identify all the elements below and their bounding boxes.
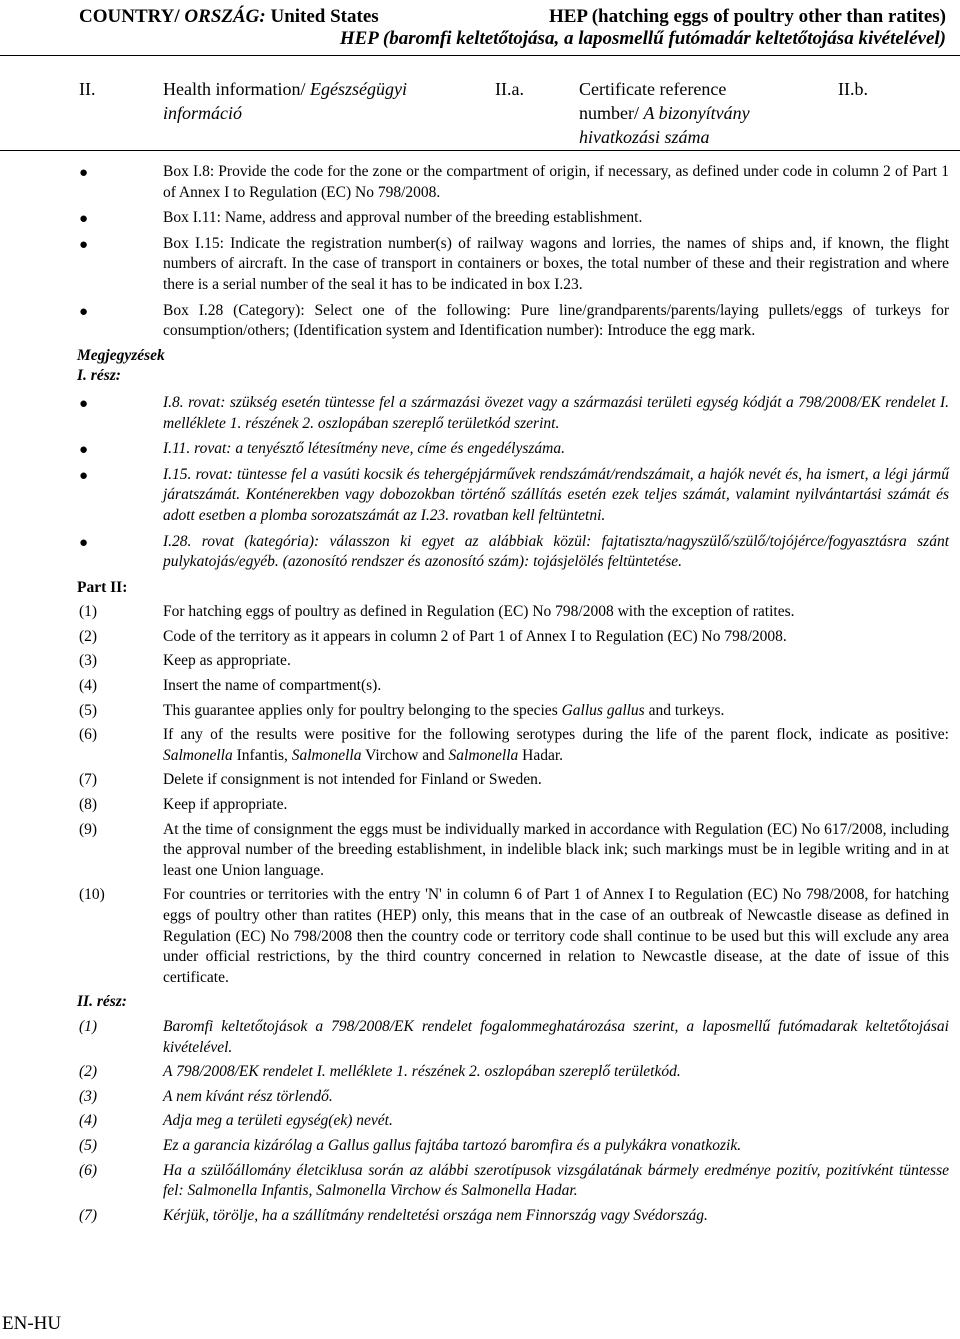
- list-item: ● I.28. rovat (kategória): válasszon ki egyet az alábbiak közül: fajtatiszta/nagyszülő/szülő/tojójérce/fogyasztásra szánt pulykatojás/egyéb. (azonosító rendszer és azonosító szám): tojásjelölés feltüntetése.: [79, 532, 949, 571]
- list-item: ● Box I.28 (Category): Select one of the following: Pure line/grandparents/parents/laying pullets/eggs of turkeys for consumption/others; (Identification system and Identification number): Introduce the egg mark.: [79, 301, 949, 340]
- list-item: ● I.8. rovat: szükség esetén tüntesse fel a származási övezet vagy a származási területi egység kódját a 798/2008/EK rendelet I. melléklete 1. részének 2. oszlopában szereplő területkód szerint.: [79, 393, 949, 432]
- list-item: (5) Ez a garancia kizárólag a Gallus gallus fajtába tartozó baromfira és a pulykákra vonatkozik.: [79, 1136, 742, 1154]
- list-item: ● I.11. rovat: a tenyésztő létesítmény neve, címe és engedélyszáma.: [79, 440, 565, 459]
- part2-heading: Part II:: [77, 578, 128, 596]
- list-item: (4) Adja meg a területi egység(ek) nevét.: [79, 1112, 393, 1130]
- list-item: ● Box I.15: Indicate the registration number(s) of railway wagons and lorries, the names of ships and, if known, the flight numbers of aircraft. In the case of transport in containers or boxes, the total number of these and their registration and where there is a serial number of the seal it has to be indicated in box I.23.: [79, 234, 949, 293]
- list-item: (1) For hatching eggs of poultry as defined in Regulation (EC) No 798/2008 with the exception of ratites.: [79, 603, 795, 621]
- section-divider: [0, 150, 960, 151]
- list-item: ● I.15. rovat: tüntesse fel a vasúti kocsik és tehergépjárművek rendszámát/rendszámait, a hajók nevét és, ha ismert, a légi jármű járatszámát. Konténerekben vagy dobozokban történő szállítás esetén ezek teljes számát, valamint nyilvántartási számát és adott esetben a plomba sorozatszámát az I.23. rovatban kell feltüntetni.: [79, 465, 949, 524]
- list-item: (2) Code of the territory as it appears in column 2 of Part 1 of Annex I to Regulation (EC) No 798/2008.: [79, 627, 787, 645]
- country-header: [79, 6, 379, 28]
- part2-hu-heading: II. rész:: [77, 993, 127, 1011]
- section-number: II.: [79, 79, 96, 99]
- country-value: United States: [265, 6, 379, 27]
- list-item: (4) Insert the name of compartment(s).: [79, 677, 382, 695]
- country-label: COUNTRY/: [79, 6, 185, 27]
- certificate-title-hu: HEP (baromfi keltetőtojása, a laposmellű futómadár keltetőtojása kivételével): [339, 28, 946, 49]
- subsection-a: II.a.: [495, 79, 524, 99]
- list-item: (1) Baromfi keltetőtojások a 798/2008/EK rendelet fogalommeghatározása szerint, a laposmellű futómadarak keltetőtojásai kivételével.: [79, 1017, 949, 1056]
- list-item: (7) Kérjük, törölje, ha a szállítmány rendeltetési országa nem Finnország vagy Svédország.: [79, 1206, 708, 1224]
- list-item: (10) For countries or territories with the entry 'N' in column 6 of Part 1 of Annex I to Regulation (EC) No 798/2008, for hatching eggs of poultry other than ratites (HEP) only, this means that in the case of an outbreak of Newcastle disease as defined in Regulation (EC) No 798/2008 then the country code or territory code shall continue to be used but this will exclude any area under official restrictions, by the third country concerned in relation to Newcastle disease, at the date of issue of this certificate.: [79, 886, 949, 986]
- megjegyzesek-heading: Megjegyzések: [77, 346, 165, 364]
- country-label-hu: ORSZÁG:: [184, 6, 266, 27]
- health-information-label: Health information/ Egészségügyi információ: [163, 79, 407, 123]
- part1-hu-heading: I. rész:: [77, 367, 121, 385]
- list-item: (5) This guarantee applies only for poultry belonging to the species Gallus gallus and turkeys.: [79, 701, 725, 719]
- list-item: (3) Keep as appropriate.: [79, 652, 291, 670]
- list-item: (8) Keep if appropriate.: [79, 796, 288, 814]
- list-item: ● Box I.11: Name, address and approval number of the breeding establishment.: [79, 209, 643, 228]
- page-footer-code: EN-HU: [2, 1313, 62, 1334]
- header-divider: [0, 55, 960, 56]
- list-item: (7) Delete if consignment is not intended for Finland or Sweden.: [79, 771, 542, 789]
- list-item: (9) At the time of consignment the eggs must be individually marked in accordance with Regulation (EC) No 617/2008, including the approval number of the breeding establishment, in indelible black ink; such markings must be in legible writing and in at least one Union language.: [79, 820, 949, 879]
- list-item: (2) A 798/2008/EK rendelet I. melléklete 1. részének 2. oszlopában szereplő területkód.: [79, 1063, 681, 1081]
- list-item: ● Box I.8: Provide the code for the zone or the compartment of origin, if necessary, as defined under code in column 2 of Part 1 of Annex I to Regulation (EC) No 798/2008.: [79, 163, 949, 201]
- list-item: (6) If any of the results were positive for the following serotypes during the life of the parent flock, indicate as positive: Salmonella Infantis, Salmonella Virchow and Salmonella Hadar.: [79, 726, 949, 764]
- list-item: (3) A nem kívánt rész törlendő.: [79, 1087, 333, 1105]
- certificate-reference-label: Certificate reference number/ A bizonyítvány hivatkozási száma: [579, 79, 750, 147]
- list-item: (6) Ha a szülőállomány életciklusa során az alábbi szerotípusok vizsgálatának bármely eredménye pozitív, pozitívként tüntesse fel: Salmonella Infantis, Salmonella Virchow és Salmonella Hadar.: [79, 1161, 949, 1200]
- subsection-b: II.b.: [838, 79, 868, 99]
- notes-en-list: [79, 162, 949, 1230]
- certificate-title-en: HEP (hatching eggs of poultry other than ratites): [548, 6, 946, 27]
